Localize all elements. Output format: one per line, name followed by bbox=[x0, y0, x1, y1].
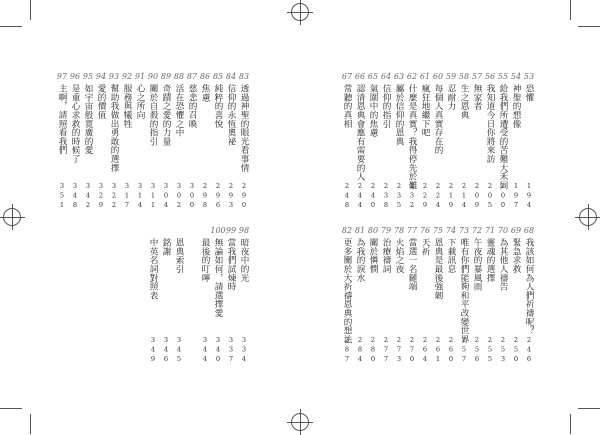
chapter-number: 73 bbox=[458, 226, 470, 235]
chapter-title: 最後的叮嚀 bbox=[200, 238, 210, 282]
chapter-title: 瘋狂地繼下吧 bbox=[420, 84, 430, 137]
chapter-number: 93 bbox=[108, 72, 120, 81]
chapter-number: 79 bbox=[380, 226, 392, 235]
page-number: 253 bbox=[499, 336, 507, 365]
page-number: 348 bbox=[71, 182, 79, 211]
page-number: 261 bbox=[434, 336, 442, 365]
chapter-number: 81 bbox=[354, 226, 366, 235]
chapter-title: 信仰的永恆奧祕 bbox=[226, 84, 236, 146]
chapter-title: 是重心求救的時候了 bbox=[70, 84, 80, 164]
chapter-title: 忍耐力 bbox=[446, 84, 456, 111]
page-number: 229 bbox=[421, 182, 429, 211]
chapter-title: 下載訊息 bbox=[446, 238, 456, 274]
page-number: 219 bbox=[447, 182, 455, 211]
page-number: 302 bbox=[175, 182, 183, 211]
chapter-number: 87 bbox=[186, 72, 198, 81]
chapter-title: 火焰之夜 bbox=[394, 238, 404, 274]
chapter-title: 當選一名鏈端 bbox=[407, 238, 417, 291]
chapter-number: 59 bbox=[445, 72, 457, 81]
chapter-number: 76 bbox=[419, 226, 431, 235]
page-number: 255 bbox=[486, 336, 494, 365]
chapter-title: 中英名詞對照表 bbox=[148, 238, 158, 300]
chapter-number: 69 bbox=[510, 226, 522, 235]
chapter-title: 為我的淚水 bbox=[355, 238, 365, 282]
page-number: 287 bbox=[343, 336, 351, 365]
chapter-title: 幫助我做出勇敢的選擇 bbox=[109, 84, 119, 172]
page-number: 205 bbox=[486, 182, 494, 211]
page-number: 317 bbox=[123, 182, 131, 211]
page-number: 214 bbox=[460, 182, 468, 211]
chapter-title: 我知道今日你將來訪 bbox=[485, 84, 495, 164]
page-number: 300 bbox=[188, 182, 196, 211]
chapter-title: 暗夜中的光 bbox=[239, 238, 249, 282]
chapter-number: 84 bbox=[225, 72, 237, 81]
page-number: 314 bbox=[136, 182, 144, 211]
chapter-title: 更多關於大祈禱恩典的想法 bbox=[342, 238, 352, 344]
chapter-title: 恐懼 bbox=[524, 84, 534, 102]
page-number: 260 bbox=[447, 336, 455, 365]
chapter-number: 65 bbox=[367, 72, 379, 81]
page-number: 238 bbox=[382, 182, 390, 211]
page-number: 351 bbox=[58, 182, 66, 211]
chapter-title: 關於自殺的指引 bbox=[148, 84, 158, 146]
chapter-number: 82 bbox=[341, 226, 353, 235]
chapter-number: 53 bbox=[523, 72, 535, 81]
page-number: 277 bbox=[382, 336, 390, 365]
chapter-number: 57 bbox=[471, 72, 483, 81]
chapter-number: 94 bbox=[95, 72, 107, 81]
page-number: 246 bbox=[525, 336, 533, 365]
chapter-number: 61 bbox=[419, 72, 431, 81]
chapter-number: 99 bbox=[225, 226, 237, 235]
page-number: 344 bbox=[201, 336, 209, 365]
chapter-title: 每個人真實存在的 bbox=[433, 84, 443, 155]
chapter-number: 60 bbox=[432, 72, 444, 81]
chapter-number: 67 bbox=[341, 72, 353, 81]
page-number: 256 bbox=[473, 336, 481, 365]
chapter-title: 恩典是最後強韌 bbox=[433, 238, 443, 300]
chapter-number: 91 bbox=[134, 72, 146, 81]
chapter-title: 如宇宙般寬廣的愛 bbox=[83, 84, 93, 155]
chapter-title: 奇蹟之愛的力量 bbox=[161, 84, 171, 146]
page-number: 224 bbox=[434, 182, 442, 211]
chapter-title: 唯有你們能夠和平改變世界 bbox=[459, 238, 469, 344]
chapter-title: 服務與犧牲 bbox=[122, 84, 132, 128]
chapter-number: 80 bbox=[367, 226, 379, 235]
chapter-title: 主啊，請照看我們 bbox=[57, 84, 67, 155]
page-number: 194 bbox=[525, 182, 533, 211]
chapter-number: 100 bbox=[210, 226, 226, 235]
chapter-number: 88 bbox=[173, 72, 185, 81]
chapter-title: 純粹的喜悅 bbox=[213, 84, 223, 128]
chapter-number: 62 bbox=[406, 72, 418, 81]
chapter-title: 關於憐憫 bbox=[368, 238, 378, 274]
chapter-title: 生之恩典 bbox=[459, 84, 469, 120]
chapter-title: 銘謝 bbox=[161, 238, 171, 256]
chapter-number: 97 bbox=[56, 72, 68, 81]
page-number: 340 bbox=[214, 336, 222, 365]
chapter-title: 愛的價值 bbox=[96, 84, 106, 120]
chapter-title: 給我們所遭受的苦難大禾同 bbox=[498, 84, 508, 190]
page-number: 298 bbox=[201, 182, 209, 211]
chapter-number: 74 bbox=[445, 226, 457, 235]
chapter-title: 慈悲的召喚 bbox=[187, 84, 197, 128]
page-number: 334 bbox=[240, 336, 248, 365]
chapter-title: 午夜的暴風雨 bbox=[472, 238, 482, 291]
page-number: 264 bbox=[421, 336, 429, 365]
chapter-title: 屬於信仰的恩典 bbox=[394, 84, 404, 146]
chapter-title: 無家者 bbox=[472, 84, 482, 111]
page-number: 311 bbox=[149, 182, 157, 211]
chapter-number: 71 bbox=[484, 226, 496, 235]
chapter-title: 透過神聖的眼光看事情 bbox=[239, 84, 249, 172]
page-number: 240 bbox=[369, 182, 377, 211]
page-number: 304 bbox=[162, 182, 170, 211]
page-number: 270 bbox=[408, 336, 416, 365]
page-number: 293 bbox=[227, 182, 235, 211]
page-number: 257 bbox=[460, 336, 468, 365]
chapter-number: 58 bbox=[458, 72, 470, 81]
page-number: 273 bbox=[395, 336, 403, 365]
page-number: 296 bbox=[214, 182, 222, 211]
chapter-title: 無論如何，請選擇愛 bbox=[213, 238, 223, 318]
chapter-number: 85 bbox=[212, 72, 224, 81]
page-number: 235 bbox=[395, 182, 403, 211]
chapter-number: 55 bbox=[497, 72, 509, 81]
page-number: 244 bbox=[356, 182, 364, 211]
page-number: 209 bbox=[473, 182, 481, 211]
page-number: 342 bbox=[84, 182, 92, 211]
chapter-number: 56 bbox=[484, 72, 496, 81]
page-number: 290 bbox=[240, 182, 248, 211]
chapter-number: 63 bbox=[393, 72, 405, 81]
chapter-title: 我該如何為人們祈禱呢？ bbox=[524, 238, 534, 335]
chapter-number: 89 bbox=[160, 72, 172, 81]
page-number: 284 bbox=[356, 336, 364, 365]
right-page bbox=[300, 0, 600, 434]
chapter-number: 75 bbox=[432, 226, 444, 235]
chapter-title: 什麼是真實？我得停先於難 bbox=[407, 84, 417, 190]
chapter-number: 54 bbox=[510, 72, 522, 81]
chapter-number: 66 bbox=[354, 72, 366, 81]
chapter-number: 98 bbox=[238, 226, 250, 235]
page-number: 250 bbox=[512, 336, 520, 365]
chapter-title: 心之所向 bbox=[135, 84, 145, 120]
chapter-title: 焦慮 bbox=[200, 84, 210, 102]
chapter-number: 95 bbox=[82, 72, 94, 81]
chapter-number: 86 bbox=[199, 72, 211, 81]
chapter-number: 83 bbox=[238, 72, 250, 81]
chapter-title: 認清恩典會應有需要的人 bbox=[355, 84, 365, 181]
chapter-title: 治療禱詞 bbox=[381, 238, 391, 274]
chapter-number: 78 bbox=[393, 226, 405, 235]
page-number: 200 bbox=[499, 182, 507, 211]
chapter-title: 為其他人禱告 bbox=[498, 238, 508, 291]
chapter-title: 信仰的指引 bbox=[381, 84, 391, 128]
page-number: 232 bbox=[408, 182, 416, 211]
chapter-title: 靈魂的選擇 bbox=[485, 238, 495, 282]
page-number: 197 bbox=[512, 182, 520, 211]
chapter-title: 神聖的想像 bbox=[511, 84, 521, 128]
chapter-title: 活在恐懼之中 bbox=[174, 84, 184, 137]
page-number: 337 bbox=[227, 336, 235, 365]
chapter-title: 氣圍中的焦慮 bbox=[368, 84, 378, 137]
chapter-title: 當我們試煉時 bbox=[226, 238, 236, 291]
page-number: 345 bbox=[175, 336, 183, 365]
page-number: 280 bbox=[369, 336, 377, 365]
chapter-title: 天祈 bbox=[420, 238, 430, 256]
page-number: 346 bbox=[162, 336, 170, 365]
chapter-number: 77 bbox=[406, 226, 418, 235]
chapter-number: 90 bbox=[147, 72, 159, 81]
chapter-number: 92 bbox=[121, 72, 133, 81]
chapter-number: 70 bbox=[497, 226, 509, 235]
page-number: 349 bbox=[149, 336, 157, 365]
page-number: 329 bbox=[97, 182, 105, 211]
chapter-title: 恩典索引 bbox=[174, 238, 184, 274]
page-number: 248 bbox=[343, 182, 351, 211]
chapter-number: 72 bbox=[471, 226, 483, 235]
left-page bbox=[0, 0, 300, 434]
chapter-number: 68 bbox=[523, 226, 535, 235]
chapter-title: 緊急求救 bbox=[511, 238, 521, 274]
page-number: 322 bbox=[110, 182, 118, 211]
chapter-number: 96 bbox=[69, 72, 81, 81]
chapter-title: 常聽的真相 bbox=[342, 84, 352, 128]
chapter-number: 64 bbox=[380, 72, 392, 81]
